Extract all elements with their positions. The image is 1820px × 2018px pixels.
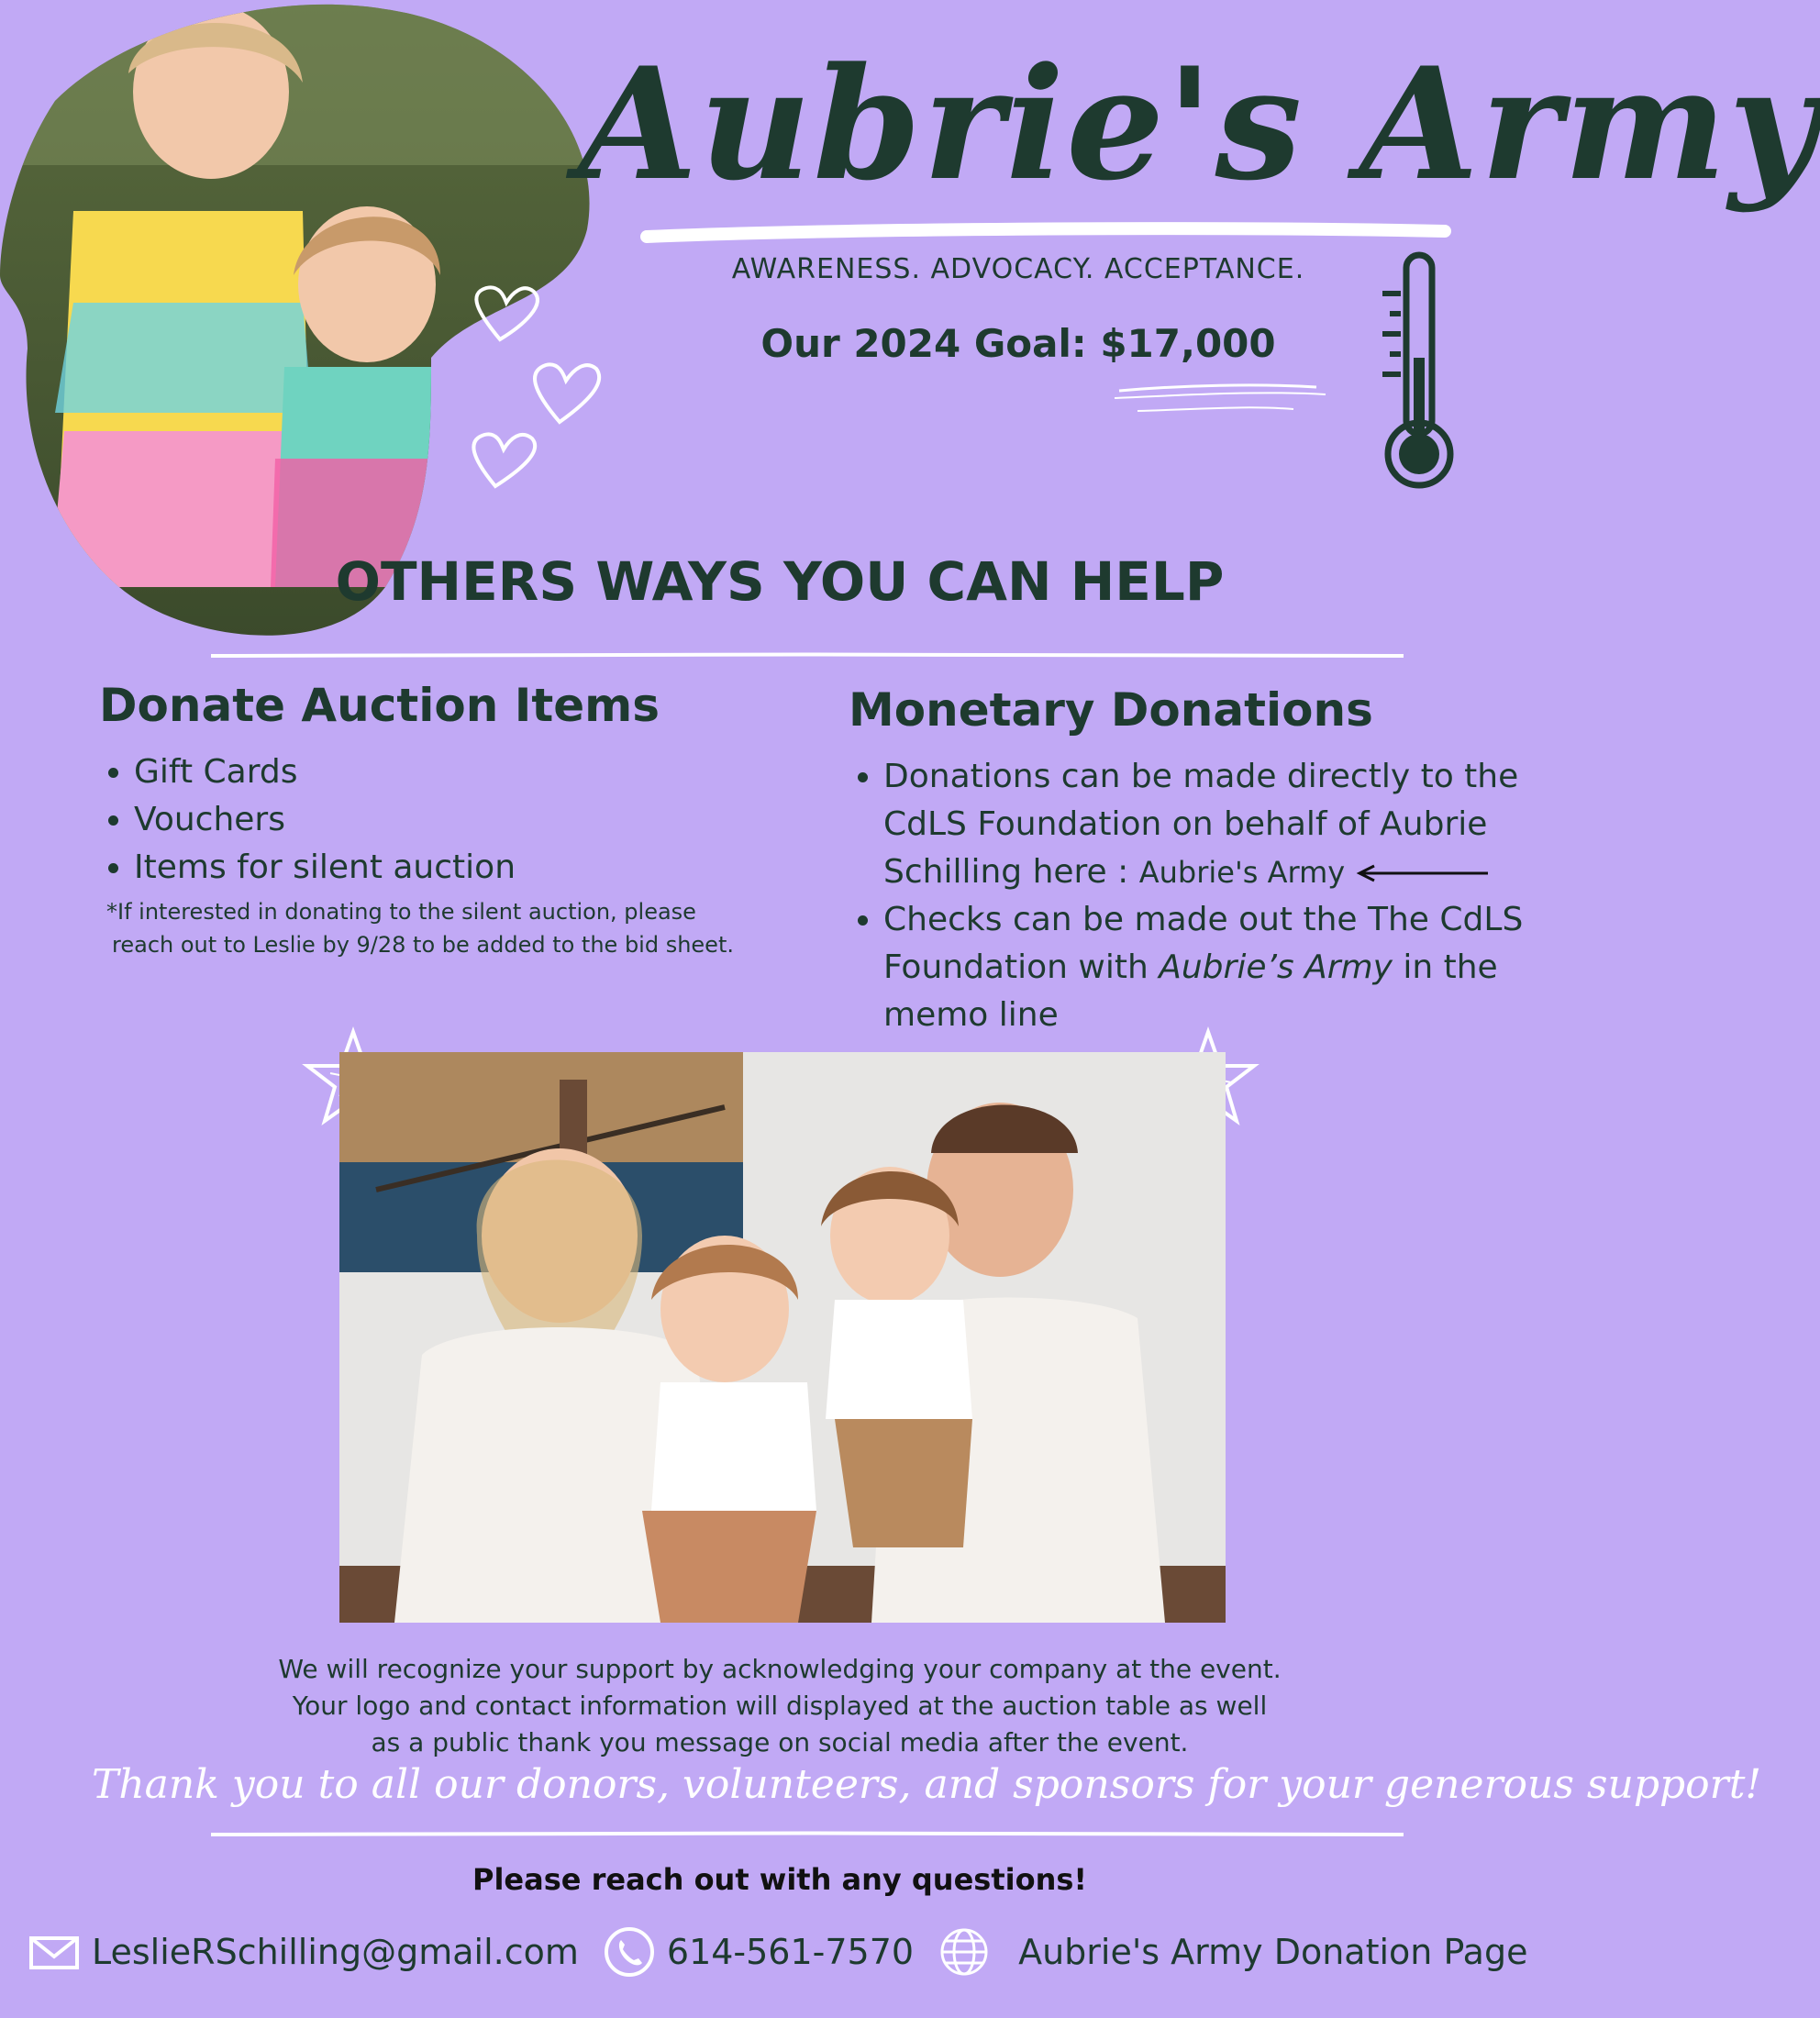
list-item: • Vouchers (134, 796, 815, 844)
auction-list (99, 748, 815, 892)
phone-icon (603, 1925, 656, 1979)
auction-section (99, 679, 815, 961)
donation-link[interactable]: Aubrie's Army (1138, 855, 1346, 890)
questions-heading: Please reach out with any questions! (472, 1862, 1087, 1897)
divider (211, 651, 1404, 660)
thank-you-message: Thank you to all our donors, volunteers, and sponsors for your generous support! (92, 1761, 1762, 1808)
arrow-left-icon (1350, 864, 1497, 882)
auction-note-line: *If interested in donating to the silent auction, please (106, 899, 696, 925)
list-item (883, 896, 1527, 1039)
monetary-item-emphasis: Aubrie’s Army (1159, 948, 1393, 986)
envelope-icon (28, 1925, 81, 1979)
monetary-item-text: Checks can be made out the The CdLS Foundation with (883, 901, 1524, 986)
recognition-text (165, 1651, 1394, 1761)
thermometer-icon (1371, 248, 1463, 495)
monetary-list (849, 753, 1527, 1039)
title-underline-stroke (642, 220, 1449, 248)
goal-amount: Our 2024 Goal: $17,000 (760, 321, 1276, 366)
globe-icon (938, 1925, 991, 1979)
auction-note-line: reach out to Leslie by 9/28 to be added to the bid sheet. (112, 932, 734, 958)
section-heading: OTHERS WAYS YOU CAN HELP (335, 550, 1225, 613)
heart-icon (459, 275, 605, 504)
contact-phone[interactable] (603, 1925, 914, 1979)
photo-family (339, 1052, 1226, 1623)
monetary-section (849, 683, 1527, 1039)
list-item: • Gift Cards (134, 748, 815, 796)
list-item: • Items for silent auction (134, 844, 815, 892)
auction-heading: Donate Auction Items (99, 679, 660, 732)
phone-text: 614-561-7570 (666, 1932, 915, 1972)
email-text: LeslieRSchilling@gmail.com (92, 1932, 579, 1972)
recognition-line: We will recognize your support by acknowledging your company at the event. (278, 1654, 1282, 1684)
brand-title: Aubrie's Army (578, 33, 1820, 215)
auction-note (99, 895, 815, 961)
recognition-line: as a public thank you message on social media after the event. (371, 1727, 1189, 1757)
recognition-line: Your logo and contact information will displayed at the auction table as well (292, 1691, 1268, 1721)
monetary-heading: Monetary Donations (849, 683, 1373, 737)
monetary-item-text: in the memo line (883, 948, 1498, 1034)
tagline: AWARENESS. ADVOCACY. ACCEPTANCE. (731, 253, 1305, 285)
contact-web[interactable] (938, 1925, 1527, 1979)
divider (211, 1830, 1404, 1839)
contact-email[interactable] (28, 1925, 579, 1979)
web-link-text: Aubrie's Army Donation Page (1018, 1932, 1528, 1972)
list-item (883, 753, 1527, 896)
monetary-item-text: Donations can be made directly to the CdLS Foundation on behalf of Aubrie Schilling here : (883, 758, 1519, 891)
contact-bar (28, 1924, 1550, 1979)
goal-underline-stroke (1110, 378, 1330, 424)
